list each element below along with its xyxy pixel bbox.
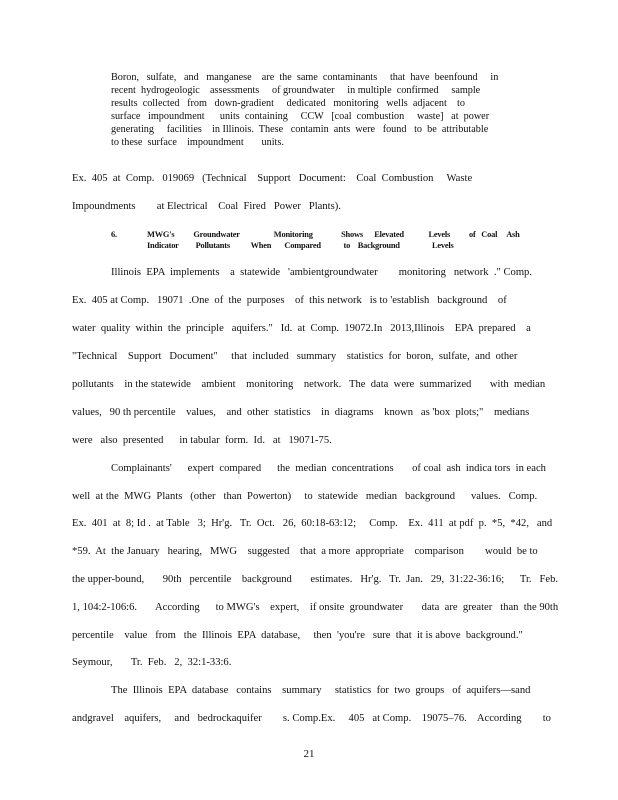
paragraph-line: *59. At the January hearing, MWG suggested that a more appropriate comparison would be to	[72, 546, 538, 557]
paragraph-line: andgravel aquifers, and bedrockaquifer s. Comp.Ex. 405 at Comp. 19075–76. According to	[72, 713, 551, 724]
heading-line: MWG's Groundwater Monitoring Shows Elevated Levels of Coal Ash	[147, 230, 520, 239]
paragraph-line: values, 90 th percentile values, and other statistics in diagrams known as 'box plots;" medians	[72, 407, 530, 418]
quote-line: results collected from down-gradient dedicated monitoring wells adjacent to	[111, 98, 465, 109]
quote-line: Boron, sulfate, and manganese are the same contaminants that have beenfound in	[111, 72, 499, 83]
paragraph-line: percentile value from the Illinois EPA database, then 'you're sure that it is above background."	[72, 630, 523, 641]
quote-line: generating facilities in Illinois. These contamin ants were found to be attributable	[111, 124, 489, 135]
citation-line: Ex. 405 at Comp. 019069 (Technical Support Document: Coal Combustion Waste	[72, 173, 473, 184]
paragraph-line: Illinois EPA implements a statewide 'ambientgroundwater monitoring network ." Comp.	[111, 267, 533, 278]
paragraph-line: were also presented in tabular form. Id. at 19071-75.	[72, 435, 332, 446]
paragraph-line: 1, 104:2-106:6. According to MWG's expert, if onsite groundwater data are greater than the 90th	[72, 602, 559, 613]
citation-line: Impoundments at Electrical Coal Fired Power Plants).	[72, 201, 341, 212]
quote-line: to these surface impoundment units.	[111, 137, 284, 148]
paragraph-line: Ex. 401 at 8; Id . at Table 3; Hr'g. Tr. Oct. 26, 60:18-63:12; Comp. Ex. 411 at pdf p. *5, *42, and	[72, 518, 553, 529]
heading-number: 6.	[111, 230, 117, 239]
paragraph-line: The Illinois EPA database contains summary statistics for two groups of aquifers—sand	[111, 685, 531, 696]
paragraph-line: water quality within the principle aquifers." Id. at Comp. 19072.In 2013,Illinois EPA prepared a	[72, 323, 531, 334]
page-number: 21	[303, 748, 315, 760]
quote-line: surface impoundment units containing CCW [coal combustion waste] at power	[111, 111, 490, 122]
paragraph-line: the upper-bound, 90th percentile background estimates. Hr'g. Tr. Jan. 29, 31:22-36:16; Tr. Feb.	[72, 574, 559, 585]
quote-line: recent hydrogeologic assessments of groundwater in multiple confirmed sample	[111, 85, 481, 96]
heading-line: Indicator Pollutants When Compared to Background Levels	[147, 241, 454, 250]
paragraph-line: well at the MWG Plants (other than Powerton) to statewide median background values. Comp.	[72, 491, 538, 502]
paragraph-line: Seymour, Tr. Feb. 2, 32:1-33:6.	[72, 657, 232, 668]
paragraph-line: pollutants in the statewide ambient monitoring network. The data were summarized with median	[72, 379, 546, 390]
paragraph-line: Ex. 405 at Comp. 19071 .One of the purposes of this network is to 'establish background of	[72, 295, 507, 306]
paragraph-line: "Technical Support Document" that included summary statistics for boron, sulfate, and other	[72, 351, 518, 362]
paragraph-line: Complainants' expert compared the median concentrations of coal ash indica tors in each	[111, 463, 546, 474]
